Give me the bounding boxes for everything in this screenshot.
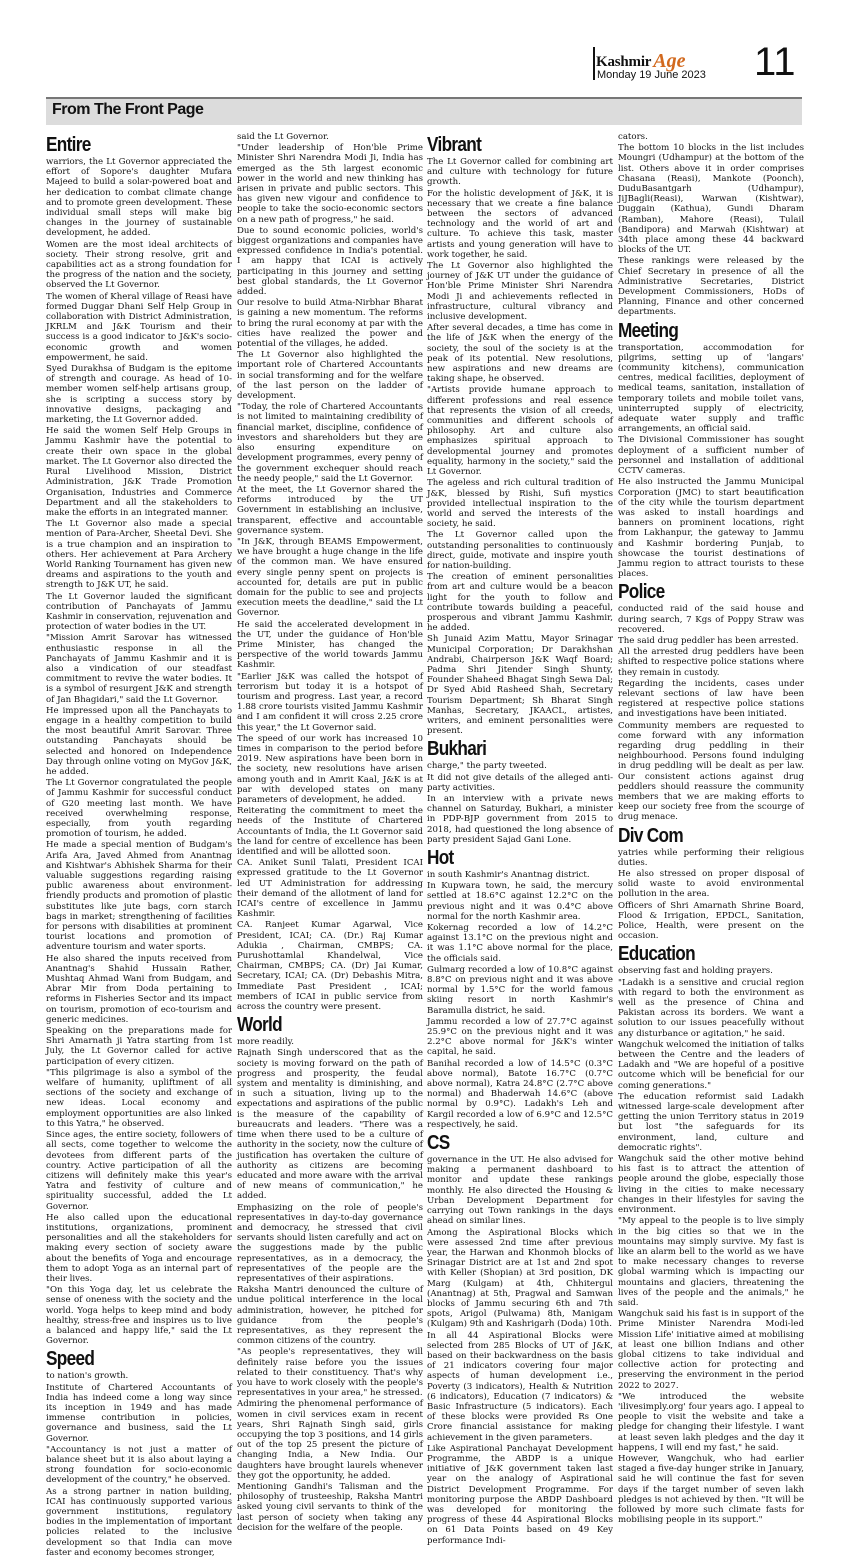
article-paragraph: It did not give details of the alleged anti-party activities.	[427, 772, 613, 793]
logo-right-text: Age	[653, 50, 686, 72]
article-paragraph: Wangchuk welcomed the initiation of talks between the Centre and the leaders of Ladakh and "We are hopeful of a positive outcome which will be beneficial for our coming generations."	[618, 1039, 804, 1091]
article-paragraph: "My appeal to the people is to live simply in the big cities so that we in the mountains may simply survive. My fast is like an alarm bell to the world as we have to make necessary changes to reverse global warming which is impacting our mountains and glaciers, threatening the lives of the people and the animals," he said.	[618, 1216, 804, 1308]
article-paragraph: Community members are requested to come forward with any information regarding drug peddling in their neighbourhood. Persons found indulging in drug peddling will be dealt as per law. Our consistent actions against drug peddlers should reassure the community members that we are making efforts to keep our society free from the scourge of drug menace.	[618, 720, 804, 823]
article-paragraph: "Accountancy is not just a matter of balance sheet but it is also about laying a strong foundation for socio-economic development of the country," he observed.	[46, 1444, 232, 1486]
article-column-4	[618, 132, 804, 1526]
article-paragraph: Our resolve to build Atma-Nirbhar Bharat is gaining a new momentum. The reforms to bring the rural economy at par with the cities have realized the power and potential of the villages, he added.	[237, 298, 423, 350]
article-paragraph: "As people's representatives, they will definitely raise before you the issues related to their constituency. That's why you have to work closely with the people's representatives in your area," he stressed.	[237, 1347, 423, 1399]
article-paragraph: The women of Kheral village of Reasi have formed Duggar Dhani Self Help Group in collaboration with District Administration, JKRLM and J&K Tourism and their success is a good indicator to J&K's socio-economic growth and women empowerment, he said.	[46, 291, 232, 363]
article-paragraph: He also called upon the educational institutions, organizations, prominent personalities and all the stakeholders for making every section of society aware about the benefits of Yoga and encourage them to adopt Yoga as an internal part of their lives.	[46, 1212, 232, 1284]
article-paragraph: Institute of Chartered Accountants of India has indeed come a long way since its inception in 1949 and has made immense contribution in policies, governance and business, said the Lt Governor.	[46, 1382, 232, 1444]
article-paragraph: "On this Yoga day, let us celebrate the sense of oneness with the society and the world. Yoga helps to keep mind and body healthy, stress-free and inspires us to live a balanced and happy life," said the Lt Governor.	[46, 1285, 232, 1347]
logo-left-text: Kashmir	[596, 54, 652, 70]
article-paragraph: The Lt Governor also made a special mention of Para-Archer, Sheetal Devi. She is a true champion and an inspiration to others. Her achievement at Para Archery World Ranking Tournament has given new dreams and aspirations to the youth and strength to J&K UT, he said.	[46, 519, 232, 591]
article-paragraph: The said drug peddler has been arrested.	[618, 635, 799, 646]
story-kicker: Div Com	[618, 824, 683, 847]
article-paragraph: The education reformist said Ladakh witnessed large-scale development after getting the union Territory status in 2019 but lost "the safeguards for its environment, land, culture and democratic rights".	[618, 1091, 804, 1153]
article-paragraph: The bottom 10 blocks in the list includes Moungri (Udhampur) at the bottom of the list. Others above it in order comprises Chasana (Reasi), Mankote (Poonch), DuduBasantgarh (Udhampur), JiJBagli(Reasi), Warwan (Kishtwar), Duggain (Kathua), Gundi Dharam (Ramban), Mahore (Reasi), Tulail (Bandipora) and Marwah (Kishtwar) at 34th place among these 44 backward blocks of the UT.	[618, 143, 804, 256]
article-paragraph: Syed Durakhsa of Budgam is the epitome of strength and courage. As head of 10-member women self-help artisans group, she is scripting a success story by innovative designs, packaging and marketing, the Lt Governor added.	[46, 364, 232, 426]
article-paragraph: Mentioning Gandhi's Talisman and the philosophy of trusteeship, Raksha Mantri asked young civil servants to think of the last person of society when taking any decision for the welfare of the people.	[237, 1482, 423, 1533]
article-paragraph: He also stressed on proper disposal of solid waste to avoid environmental pollution in the area.	[618, 869, 804, 900]
article-paragraph: For the holistic development of J&K, it is necessary that we create a fine balance between the sectors of advanced technology and the world of art and culture. To achieve this task, master artists and young generation will have to work together, he said.	[427, 188, 613, 260]
article-paragraph: Raksha Mantri denounced the culture of undue political interference in the local administration, however, he pitched for guidance from the people's representatives, as they represent the common citizens of the country.	[237, 1285, 423, 1347]
article-paragraph: Regarding the incidents, cases under relevant sections of law have been registered at respective police stations and investigations have been initiated.	[618, 678, 804, 720]
article-paragraph: observing fast and holding prayers.	[618, 966, 773, 977]
article-paragraph: Rajnath Singh underscored that as the society is moving forward on the path of progress and prosperity, the feudal system and mentality is diminishing, and in such a situation, living up to the expectations and aspirations of the public is the measure of the capability of bureaucrats and leaders. "There was a time when there used to be a culture of authority in the society, now the culture of justification has overtaken the culture of authority as citizens are becoming educated and more aware with the arrival of new means of communication," he added.	[237, 1048, 423, 1202]
story-kicker: Speed	[46, 1348, 95, 1371]
logo-divider	[593, 47, 595, 80]
article-paragraph: The Divisional Commissioner has sought deployment of a sufficient number of personnel and installation of additional CCTV cameras.	[618, 435, 804, 477]
article-paragraph: "Ladakh is a sensitive and crucial region with regard to both the environment as well as the presence of China and Pakistan across its borders. We want a solution to our issues peacefully without any disturbance or agitation," he said.	[618, 977, 804, 1039]
article-paragraph: Women are the most ideal architects of society. Their strong resolve, grit and capabilities act as a strong foundation for the progress of the nation and the society, observed the Lt Governor.	[46, 239, 232, 291]
article-paragraph: Sh Junaid Azim Mattu, Mayor Srinagar Municipal Corporation; Dr Darakhshan Andrabi, Chairperson J&K Waqf Board; Padma Shri Jitender Singh Shunty, Founder Shaheed Bhagat Singh Sewa Dal; Dr Syed Abid Rasheed Shah, Secretary Tourism Department; Sh Bharat Singh Manhas, Secretary, JKAACL, artistes, writers, and eminent personalities were present.	[427, 634, 613, 737]
article-paragraph: He impressed upon all the Panchayats to engage in a healthy competition to build the most beautiful Amrit Sarovar. Three outstanding Panchayats should be selected and honored on Independence Day through online voting on MyGov J&K, he added.	[46, 705, 232, 777]
article-paragraph: The creation of eminent personalities from art and culture would be a beacon light for the youth to follow and contribute towards building a peaceful, prosperous and vibrant Jammu Kashmir, he added.	[427, 572, 613, 634]
article-paragraph: Reiterating the commitment to meet the needs of the Institute of Chartered Accountants of India, the Lt Governor said the land for centre of excellence has been identified and will be allotted soon.	[237, 806, 423, 858]
article-paragraph: The Lt Governor called for combining art and culture with technology for future growth.	[427, 157, 613, 188]
article-paragraph: He also instructed the Jammu Municipal Corporation (JMC) to start beautification of the city while the tourism department was asked to install hoardings and banners on prominent locations, right from Lakhanpur, the gateway to Jammu and Kashmir bordering Punjab, to showcase the tourist destinations of Jammu region to attract tourists to these places.	[618, 477, 804, 580]
article-paragraph: However, Wangchuk, who had earlier staged a five-day hunger strike in January, said he will continue the fast for seven days if the target number of seven lakh pledges is not achieved by then. "It will be followed by more such climate fasts for mobilising people in its support."	[618, 1453, 804, 1526]
article-paragraph: in south Kashmir's Anantnag district.	[427, 870, 590, 880]
article-paragraph: CA. Aniket Sunil Talati, President ICAI expressed gratitude to the Lt Governor led UT Administration for addressing their demand of the allotment of land for ICAI's centre of excellence in Jammu Kashmir.	[237, 858, 423, 920]
article-paragraph: These rankings were released by the Chief Secretary in presence of all the Administrative Secretaries, District Development Commissioners, HoDs of Planning, Finance and other concerned departments.	[618, 256, 804, 318]
article-paragraph: Like Aspirational Panchayat Development Programme, the ABDP is a unique initiative of J&K government taken last year on the analogy of Aspirational District Development Programme. For monitoring purpose the ABDP Dashboard was developed for monitoring the progress of these 44 Aspirational Blocks on 61 Data Points based on 49 Key performance Indi-	[427, 1443, 613, 1546]
story-kicker: Vibrant	[427, 134, 482, 156]
article-paragraph: Banihal recorded a low of 14.5°C (0.3°C above normal), Batote 16.7°C (0.7°C above normal), Katra 24.8°C (2.7°C above normal) and Bhaderwah 14.6°C (above normal by 0.9°C). Ladakh's Leh and Kargil recorded a low of 6.9°C and 12.5°C respectively, he said.	[427, 1058, 613, 1130]
article-paragraph: Emphasizing on the role of people's representatives in day-to-day governance and democracy, he stressed that civil servants should listen carefully and act on the suggestions made by the public representatives, as in a democracy, the representatives of the people are the representatives of their aspirations.	[237, 1202, 423, 1284]
article-paragraph: said the Lt Governor.	[237, 132, 329, 142]
article-paragraph: cators.	[618, 132, 648, 142]
article-paragraph: to nation's growth.	[46, 1371, 129, 1382]
article-paragraph: In an interview with a private news channel on Saturday, Bukhari, a minister in PDP-BJP government from 2015 to 2018, had questioned the long absence of party president Sajad Gani Lone.	[427, 793, 613, 845]
article-paragraph: He said the women Self Help Groups in Jammu Kashmir have the potential to create their own space in the global market. The Lt Governor also directed the Rural Livelihood Mission, District Administration, J&K Trade Promotion Organisation, Industries and Commerce Department and all the stakeholders to make the efforts in an integrated manner.	[46, 426, 232, 518]
article-paragraph: The Lt Governor congratulated the people of Jammu Kashmir for successful conduct of G20 meeting last month. We have received overwhelming response, especially, from youth regarding promotion of tourism, he added.	[46, 778, 232, 840]
article-paragraph: Kokernag recorded a low of 14.2°C against 13.1°C on the previous night and it was 1.1°C above normal for the place, the officials said.	[427, 923, 613, 964]
story-kicker: Police	[618, 581, 665, 604]
article-paragraph: governance in the UT. He also advised for making a permanent dashboard to monitor and update these rankings monthly. He also directed the Housing & Urban Development Department for carrying out Town rankings in the days ahead on similar lines.	[427, 1155, 613, 1227]
story-kicker: Meeting	[618, 319, 679, 342]
article-paragraph: All the arrested drug peddlers have been shifted to respective police stations where they remain in custody.	[618, 647, 804, 678]
article-column-2	[237, 132, 423, 1533]
article-paragraph: conducted raid of the said house and during search, 7 Kgs of Poppy Straw was recovered.	[618, 604, 804, 635]
article-paragraph: Jammu recorded a low of 27.7°C against 25.9°C on the previous night and it was 2.2°C above normal for J&K's winter capital, he said.	[427, 1016, 613, 1058]
article-paragraph: Admiring the phenomenal performance of women in civil services exam in recent years, Shri Rajnath Singh said, girls occupying the top 3 positions, and 14 girls out of the top 25 present the picture of changing India, a New India. Our daughters have brought laurels whenever they got the opportunity, he added.	[237, 1399, 423, 1481]
article-paragraph: "This pilgrimage is also a symbol of the welfare of humanity, upliftment of all sections of the society and exchange of new ideas. Local economy and employment opportunities are also linked to this Yatra," he observed.	[46, 1067, 232, 1129]
issue-date: Monday 19 June 2023	[597, 69, 706, 81]
section-header	[46, 97, 802, 125]
article-paragraph: yatries while performing their religious duties.	[618, 847, 804, 868]
article-paragraph: warriors, the Lt Governor appreciated the effort of Sopore's daughter Mufara Majeed to build a solar-powered boat and her dedication to combat climate change and to promote green development. These individual small steps will make big changes in the journey of sustainable development, he added.	[46, 157, 232, 239]
article-paragraph: The Lt Governor also highlighted the important role of Chartered Accountants in social transforming and for the welfare of the last person on the ladder of development.	[237, 350, 423, 402]
story-kicker: CS	[427, 1132, 450, 1155]
article-paragraph: The ageless and rich cultural tradition of J&K, blessed by Rishi, Sufi mystics provided intellectual inspiration to the world and served the interests of the society, he said.	[427, 478, 613, 530]
newspaper-logo	[596, 49, 686, 71]
article-paragraph: The Lt Governor called upon the outstanding personalities to continuously direct, guide, motivate and inspire youth for nation-building.	[427, 530, 613, 571]
article-column-3	[427, 132, 613, 1546]
article-paragraph: Wangchuk said the other motive behind his fast is to attract the attention of people around the globe, especially those living in the cities to make necessary changes in their lifestyles for saving the environment.	[618, 1154, 804, 1216]
article-paragraph: "Today, the role of Chartered Accountants is not limited to maintaining credibility of financial market, discipline, confidence of investors and shareholders but they are also ensuring expenditure on development programmes, every penny of the government exchequer should reach the needy people," said the Lt Governor.	[237, 402, 423, 484]
article-paragraph: "In J&K, through BEAMS Empowerment, we have brought a huge change in the life of the common man. We have ensured every single penny spent on projects is accounted for, details are put in public domain for the public to see and projects execution meets the deadline," said the Lt Governor.	[237, 536, 423, 619]
article-paragraph: "Artists provide humane approach to different professions and real essence that represents the vision of all creeds, communities and different schools of philosophy. Art and culture also emphasizes spiritual approach to developmental journey and promotes equality, harmony in the society," said the Lt Governor.	[427, 385, 613, 478]
article-paragraph: Officers of Shri Amarnath Shrine Board, Flood & Irrigation, EPDCL, Sanitation, Police, Health, were present on the occasion.	[618, 900, 804, 942]
article-paragraph: Wangchuk said his fast is in support of the Prime Minister Narendra Modi-led Mission Life' initiative aimed at mobilising at least one billion Indians and other global citizens to take individual and collective action for protecting and preserving the environment in the period 2022 to 2027.	[618, 1309, 804, 1391]
article-paragraph: more readily.	[237, 1037, 295, 1048]
article-paragraph: "Mission Amrit Sarovar has witnessed enthusiastic response in all the Panchayats of Jammu Kashmir and it is also a vindication of our steadfast commitment to revive the water bodies. It is a symbol of resurgent J&K and strength of Jan Bhagidari," said the Lt Governor.	[46, 633, 232, 705]
page-number: 11	[754, 40, 796, 84]
story-kicker: Entire	[46, 134, 91, 156]
masthead	[0, 0, 848, 92]
article-paragraph: The Lt Governor also highlighted the journey of J&K UT under the guidance of Hon'ble Prime Minister Shri Narendra Modi Ji and achievements reflected in infrastructure, cultural vibrancy and inclusive development.	[427, 261, 613, 323]
article-paragraph: In all 44 Aspirational Blocks were selected from 285 Blocks of UT of J&K, based on their backwardness on the basis of 21 indicators covering four major aspects of human development i.e., Poverty (3 indicators), Health & Nutrition (6 indicators), Education (7 indicators) & Basic Infrastructure (5 indicators). Each of these blocks were provided Rs One Crore financial assistance for making achievement in the given parameters.	[427, 1330, 613, 1443]
section-title: From The Front Page	[52, 101, 204, 118]
article-paragraph: CA. Ranjeet Kumar Agarwal, Vice President, ICAI; CA. (Dr.) Raj Kumar Adukia , Chairman, CMBPS; CA. Purushottamlal Khandelwal, Vice Chairman, CMBPS; CA. (Dr) Jai Kumar, Secretary, ICAI; CA. (Dr) Debashis Mitra, Immediate Past President , ICAI; members of ICAI in public service from across the country were present.	[237, 920, 423, 1013]
story-kicker: World	[237, 1014, 282, 1037]
article-paragraph: "Earlier J&K was called the hotspot of terrorism but today it is a hotspot of tourism and progress. Last year, a record 1.88 crore tourists visited Jammu Kashmir and I am confident it will cross 2.25 crore this year," the Lt Governor said.	[237, 671, 423, 733]
article-paragraph: Due to sound economic policies, world's biggest organizations and companies have expressed confidence in India's potential. I am happy that ICAI is actively participating in this journey and setting best global standards, the Lt Governor added.	[237, 225, 423, 298]
article-paragraph: transportation, accommodation for pilgrims, setting up of 'langars' (community kitchens), communication centres, medical facilities, deployment of medical teams, sanitation, installation of temporary toilets and mobile toilet vans, uninterrupted supply of electricity, adequate water supply and traffic arrangements, an official said.	[618, 342, 804, 435]
story-kicker: Education	[618, 943, 695, 966]
story-kicker: Hot	[427, 847, 454, 869]
article-paragraph: As a strong partner in nation building, ICAI has continuously supported various government institutions, regulatory bodies in the implementation of important policies related to the inclusive development so that India can move faster and economy becomes stronger,	[46, 1486, 232, 1558]
article-paragraph: "We introduced the website 'ilivesimply.org' four years ago. I appeal to people to visit the website and take a pledge for changing their lifestyle. I want at least seven lakh pledges and the day it happens, I will end my fast," he said.	[618, 1391, 804, 1453]
article-paragraph: The speed of our work has increased 10 times in comparison to the period before 2019. New aspirations have been born in the society, new resolutions have arisen among youth and in Amrit Kaal, J&K is at par with developed states on many parameters of development, he added.	[237, 733, 423, 805]
story-kicker: Bukhari	[427, 738, 487, 761]
article-paragraph: "Under leadership of Hon'ble Prime Minister Shri Narendra Modi Ji, India has emerged as the 5th largest economic power in the world and new thinking has arisen in private and public sectors. This has given new vigour and confidence to people to take the socio-economic sectors on a new path of progress," he said.	[237, 143, 423, 225]
article-paragraph: Gulmarg recorded a low of 10.8°C against 8.8°C on previous night and it was above normal by 1.5°C for the world famous skiing resort in north Kashmir's Baramulla district, he said.	[427, 964, 613, 1016]
article-paragraph: charge," the party tweeted.	[427, 761, 547, 772]
article-paragraph: He said the accelerated development in the UT, under the guidance of Hon'ble Prime Minister, has changed the perspective of the world towards Jammu Kashmir.	[237, 619, 423, 671]
article-paragraph: The Lt Governor lauded the significant contribution of Panchayats of Jammu Kashmir in conservation, rejuvenation and protection of water bodies in the UT.	[46, 591, 232, 633]
article-paragraph: He made a special mention of Budgam's Arifa Ara, Javed Ahmed from Anantnag and Kishtwar's Abhishek Sharma for their valuable suggestions regarding raising public awareness about environment-friendly products and promotion of plastic substitutes like jute bags, corn starch bags in market; strengthening of facilities for persons with disabilities at prominent tourist locations and promotion of adventure tourism and water sports.	[46, 840, 232, 953]
article-paragraph: Among the Aspirational Blocks which were assessed 2nd time after previous year, the Harwan and Khonmoh blocks of Srinagar District are at 1st and 2nd spot with Keller (Shopian) at 3rd position, DK Marg (Kulgam) at 4th, Chhitergul (Anantnag) at 5th, Pragwal and Samwan blocks of Jammu securing 6th and 7th spots, Arigol (Pulwama) 8th, Manigam (Kulgam) 9th and Kashrigarh (Doda) 10th.	[427, 1227, 613, 1330]
article-paragraph: Since ages, the entire society, followers of all sects, come together to welcome the devotees from different parts of the country. Active participation of all the citizens will definitely make this year's Yatra and festivity of culture and spirituality successful, added the Lt Governor.	[46, 1130, 232, 1212]
article-paragraph: Speaking on the preparations made for Shri Amarnath ji Yatra starting from 1st July, the Lt Governor called for active participation of every citizen.	[46, 1026, 232, 1067]
article-column-1	[46, 132, 232, 1558]
article-paragraph: After several decades, a time has come in the life of J&K when the energy of the society, the soul of the society is at the peak of its potential. New resolutions, new aspirations and new dreams are taking shape, he observed.	[427, 323, 613, 385]
article-paragraph: He also shared the inputs received from Anantnag's Shahid Hussain Rather, Mushtaq Ahmad Wani from Budgam, and Abrar Mir from Doda pertaining to reforms in Fisheries Sector and its impact on tourism, promotion of eco-tourism and generic medicines.	[46, 953, 232, 1025]
article-paragraph: At the meet, the Lt Governor shared the reforms introduced by the UT Government in establishing an inclusive, transparent, effective and accountable governance system.	[237, 484, 423, 536]
article-paragraph: In Kupwara town, he said, the mercury settled at 18.6°C against 12.2°C on the previous night and it was 0.4°C above normal for the north Kashmir area.	[427, 881, 613, 922]
